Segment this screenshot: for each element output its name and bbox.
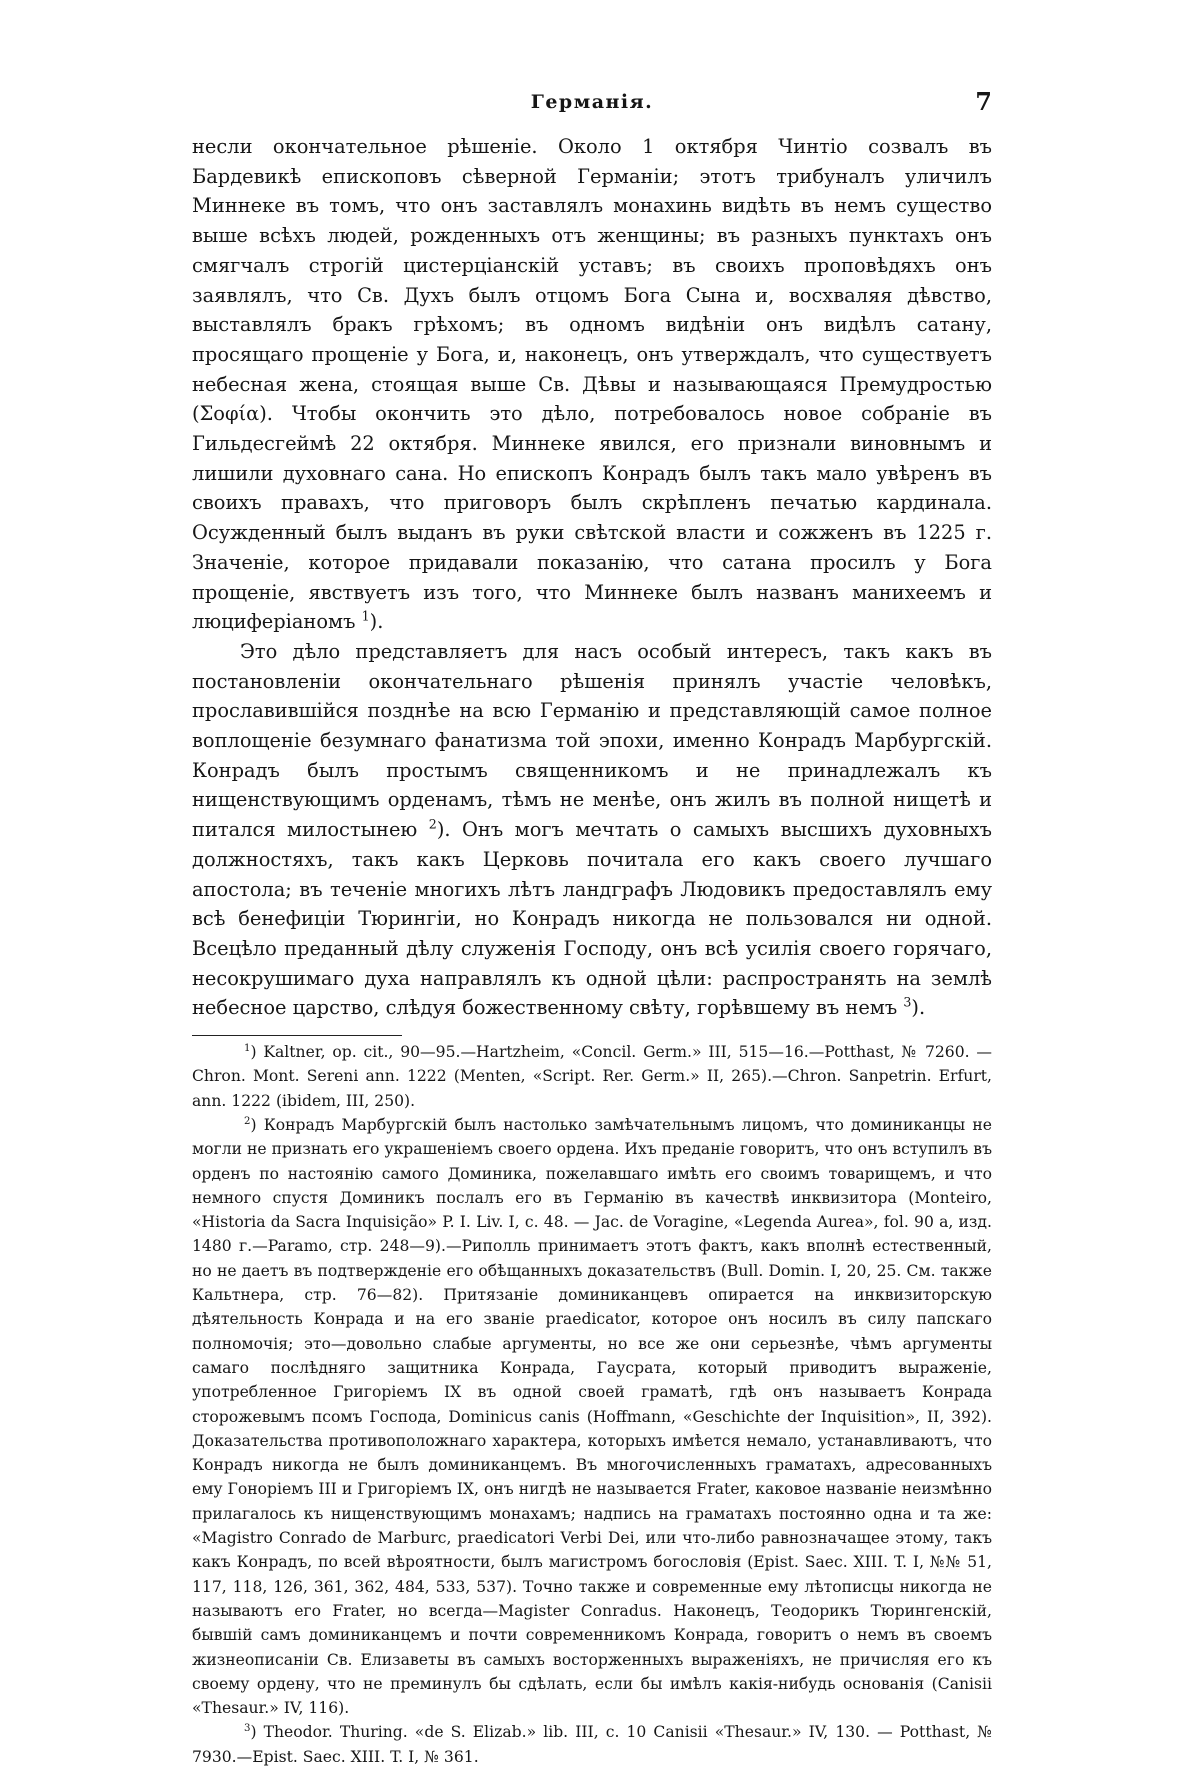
page-number: 7 xyxy=(975,87,992,116)
main-text xyxy=(192,132,992,1023)
footnote-ref: 2 xyxy=(428,816,437,832)
paragraph: несли окончательное рѣшеніе. Около 1 октября Чинтіо созвалъ въ Бардевикѣ епископовъ сѣверной Германіи; этотъ трибуналъ уличилъ Миннеке въ томъ, что онъ заставлялъ монахинь видѣть въ немъ существо выше всѣхъ людей, рожденныхъ отъ женщины; въ разныхъ пунктахъ онъ смягчалъ строгій цистерціанскій уставъ; въ своихъ проповѣдяхъ онъ заявлялъ, что Св. Духъ былъ отцомъ Бога Сына и, восхваляя дѣвство, выставлялъ бракъ грѣхомъ; въ одномъ видѣніи онъ видѣлъ сатану, просящаго прощеніе у Бога, и, наконецъ, онъ утверждалъ, что существуетъ небесная жена, стоящая выше Св. Дѣвы и называющаяся Премудростью (Σοφία). Чтобы окончить это дѣло, потребовалось новое собраніе въ Гильдесгеймѣ 22 октября. Миннеке явился, его признали виновнымъ и лишили духовнаго сана. Но епископъ Конрадъ былъ такъ мало увѣренъ въ своихъ правахъ, что приговоръ былъ скрѣпленъ печатью кардинала. Осужденный былъ выданъ въ руки свѣтской власти и сожженъ въ 1225 г. Значеніе, которое придавали показанію, что сатана просилъ у Бога прощеніе, явствуетъ изъ того, что Миннеке былъ названъ манихеемъ и люциферіаномъ $^1$). xyxy=(192,135,992,634)
footnotes xyxy=(192,1040,992,1769)
footnote-divider xyxy=(192,1035,402,1036)
footnote-ref: 3 xyxy=(903,994,912,1010)
footnote: $^3$) Theodor. Thuring. «de S. Elizab.» lib. III, c. 10 Canisii «Thesaur.» IV, 130. — Potthast, № 7930.—Epist. Saec. XIII. T. I, № 361. xyxy=(192,1723,992,1766)
book-page xyxy=(192,82,992,1769)
running-header xyxy=(192,82,992,122)
running-title: Германія. xyxy=(530,91,654,113)
footnote-mark: 1 xyxy=(244,1042,251,1054)
footnote: $^2$) Конрадъ Марбургскій былъ настолько замѣчательнымъ лицомъ, что доминиканцы не могли не признать его украшеніемъ своего ордена. Ихъ преданіе говоритъ, что онъ вступилъ въ орденъ по настоянію самого Доминика, пожелавшаго имѣть его своимъ товарищемъ, и что немного спустя Доминикъ послалъ его въ Германію въ качествѣ инквизитора (Monteiro, «Historia da Sacra Inquisição» P. I. Liv. I, c. 48. — Jac. de Voragine, «Legenda Aurea», fol. 90 a, изд. 1480 г.—Paramo, стр. 248—9).—Риполль принимаетъ этотъ фактъ, какъ вполнѣ естественный, но не даетъ въ подтвержденіе его обѣщанныхъ доказательствъ (Bull. Domin. I, 20, 25. См. также Кальтнера, стр. 76—82). Притязаніе доминиканцевъ опирается на инквизиторскую дѣятельность Конрада и на его званіе praedicator, которое онъ носилъ въ силу папскаго полномочія; это—довольно слабые аргументы, но все же они серьезнѣе, чѣмъ аргументы самаго послѣдняго защитника Конрада, Гаусрата, который приводитъ выраженіе, употребленное Григоріемъ IX въ одной своей граматѣ, гдѣ онъ называетъ Конрада сторожевымъ псомъ Господа, Dominicus canis (Hoffmann, «Geschichte der Inquisition», II, 392). Доказательства противоположнаго характера, которыхъ имѣется немало, устанавливаютъ, что Конрадъ никогда не былъ доминиканцемъ. Въ многочисленныхъ граматахъ, адресованныхъ ему Гоноріемъ III и Григоріемъ IX, онъ нигдѣ не называется Frater, каковое названіе неизмѣнно прилагалось къ нищенствующимъ монахамъ; надпись на граматахъ постоянно одна и та же: «Magistro Conrado de Marburc, praedicatori Verbi Dei, или что-либо равнозначащее этому, такъ какъ Конрадъ, по всей вѣроятности, былъ магистромъ богословія (Epist. Saec. XIII. T. I, №№ 51, 117, 118, 126, 361, 362, 484, 533, 537). Точно также и современные ему лѣтописцы никогда не называютъ его Frater, но всегда—Magister Conradus. Наконецъ, Теодорикъ Тюрингенскій, бывшій самъ доминиканцемъ и почти современникомъ Конрада, говоритъ о немъ въ своемъ жизнеописаніи Св. Елизаветы въ самыхъ восторженныхъ выраженіяхъ, не причисляя его къ своему ордену, что не преминулъ бы сдѣлать, если бы имѣлъ какія-нибудь основанія (Canisii «Thesaur.» IV, 116). xyxy=(192,1115,992,1718)
footnote-mark: 3 xyxy=(244,1723,251,1735)
footnote-ref: 1 xyxy=(361,608,370,624)
footnote-mark: 2 xyxy=(244,1115,251,1127)
footnote: $^1$) Kaltner, op. cit., 90—95.—Hartzheim, «Concil. Germ.» III, 515—16.—Potthast, № 7260. — Chron. Mont. Sereni ann. 1222 (Menten, «Script. Rer. Germ.» II, 265).—Chron. Sanpetrin. Erfurt, ann. 1222 (ibidem, III, 250). xyxy=(192,1042,992,1110)
paragraph: Это дѣло представляетъ для насъ особый интересъ, такъ какъ въ постановленіи окончательнаго рѣшенія принялъ участіе человѣкъ, прославившійся позднѣе на всю Германію и представляющій самое полное воплощеніе безумнаго фанатизма той эпохи, именно Конрадъ Марбургскій. Конрадъ былъ простымъ священникомъ и не принадлежалъ къ нищенствующимъ орденамъ, тѣмъ не менѣе, онъ жилъ въ полной нищетѣ и питался милостынею $^2$). Онъ могъ мечтать о самыхъ высшихъ духовныхъ должностяхъ, такъ какъ Церковь почитала его какъ своего лучшаго апостола; въ теченіе многихъ лѣтъ ландграфъ Людовикъ предоставлялъ ему всѣ бенефиціи Тюрингіи, но Конрадъ никогда не пользовался ни одной. Всецѣло преданный дѣлу служенія Господу, онъ всѣ усилія своего горячаго, несокрушимаго духа направлялъ къ одной цѣли: распространять на землѣ небесное царство, слѣдуя божественному свѣту, горѣвшему въ немъ $^3$). xyxy=(192,639,992,1020)
